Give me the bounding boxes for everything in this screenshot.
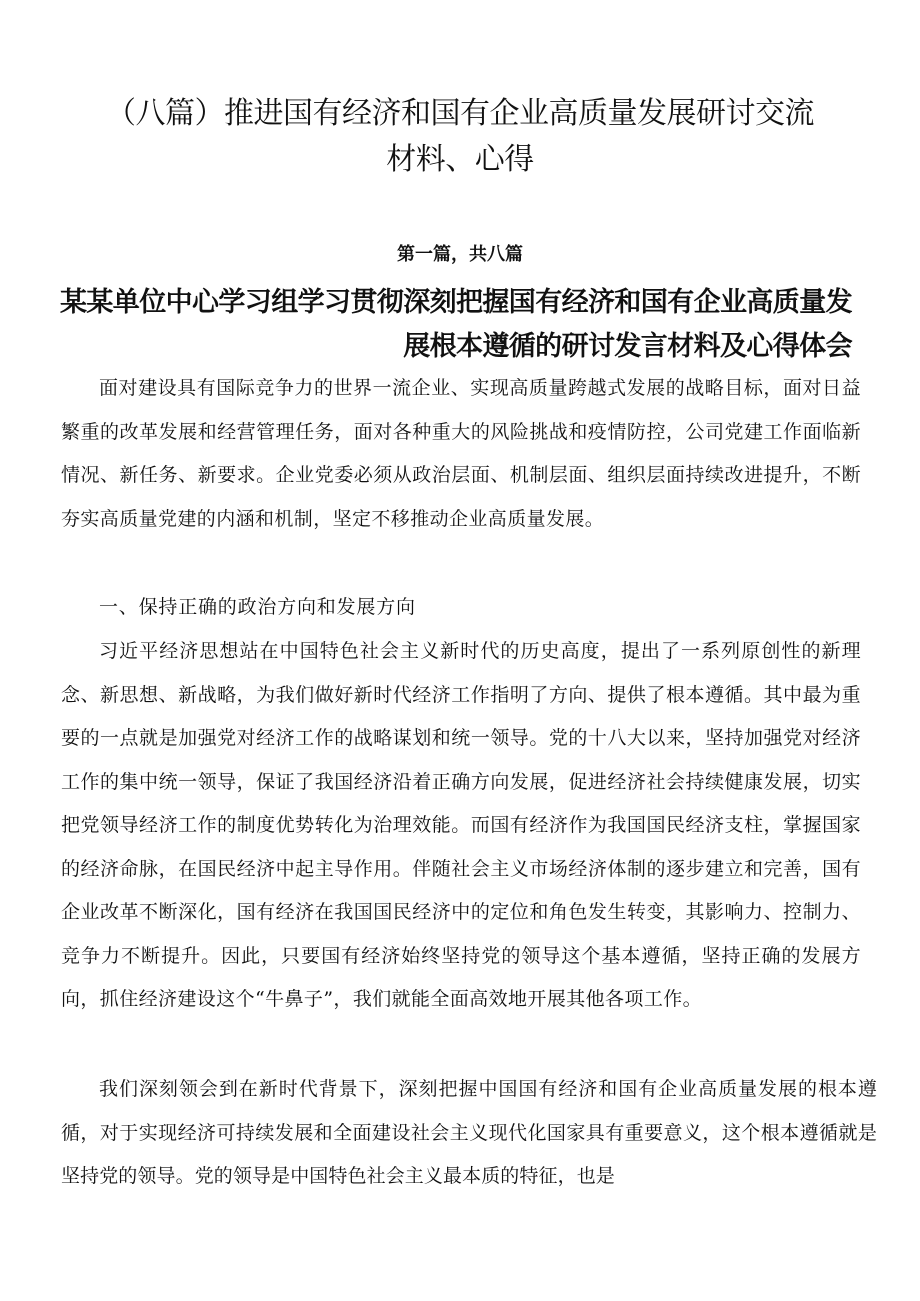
paragraph-section-1: 习近平经济思想站在中国特色社会主义新时代的历史高度，提出了一系列原创性的新理念、新思想、新战略，为我们做好新时代经济工作指明了方向、提供了根本遵循。其中最为重要的一点就是加强党对经济工作的战略谋划和统一领导。党的十八大以来，坚持加强党对经济工作的集中统一领导，保证了我国经济沿着正确方向发展，促进经济社会持续健康发展，切实把党领导经济工作的制度优势转化为治理效能。而国有经济作为我国国民经济支柱，掌握国家的经济命脉，在国民经济中起主导作用。伴随社会主义市场经济体制的逐步建立和完善，国有企业改革不断深化，国有经济在我国国民经济中的定位和角色发生转变，其影响力、控制力、竞争力不断提升。因此，只要国有经济始终坚持党的领导这个基本遵循，坚持正确的发展方向，抓住经济建设这个“牛鼻子”，我们就能全面高效地开展其他各项工作。 bbox=[61, 640, 861, 1010]
paragraph-continuation: 我们深刻领会到在新时代背景下，深刻把握中国国有经济和国有企业高质量发展的根本遵循，对于实现经济可持续发展和全面建设社会主义现代化国家具有重要意义，这个根本遵循就是坚持党的领导。党的领导是中国特色社会主义最本质的特征，也是 bbox=[61, 1078, 877, 1187]
document-title-line-2: 材料、心得 bbox=[386, 142, 534, 177]
article-title-line-1: 某某单位中心学习组学习贯彻深刻把握国有经济和国有企业高质量发 bbox=[60, 287, 852, 318]
article-title-line-2: 展根本遵循的研讨发言材料及心得体会 bbox=[403, 331, 852, 362]
document-title-line-1: （八篇）推进国有经济和国有企业高质量发展研讨交流 bbox=[106, 96, 814, 131]
part-label: 第一篇，共八篇 bbox=[397, 244, 523, 265]
paragraph-intro: 面对建设具有国际竞争力的世界一流企业、实现高质量跨越式发展的战略目标，面对日益繁重的改革发展和经营管理任务，面对各种重大的风险挑战和疫情防控，公司党建工作面临新情况、新任务、新要求。企业党委必须从政治层面、机制层面、组织层面持续改进提升，不断夯实高质量党建的内涵和机制，坚定不移推动企业高质量发展。 bbox=[61, 377, 861, 530]
section-heading-1: 一、保持正确的政治方向和发展方向 bbox=[99, 596, 416, 618]
